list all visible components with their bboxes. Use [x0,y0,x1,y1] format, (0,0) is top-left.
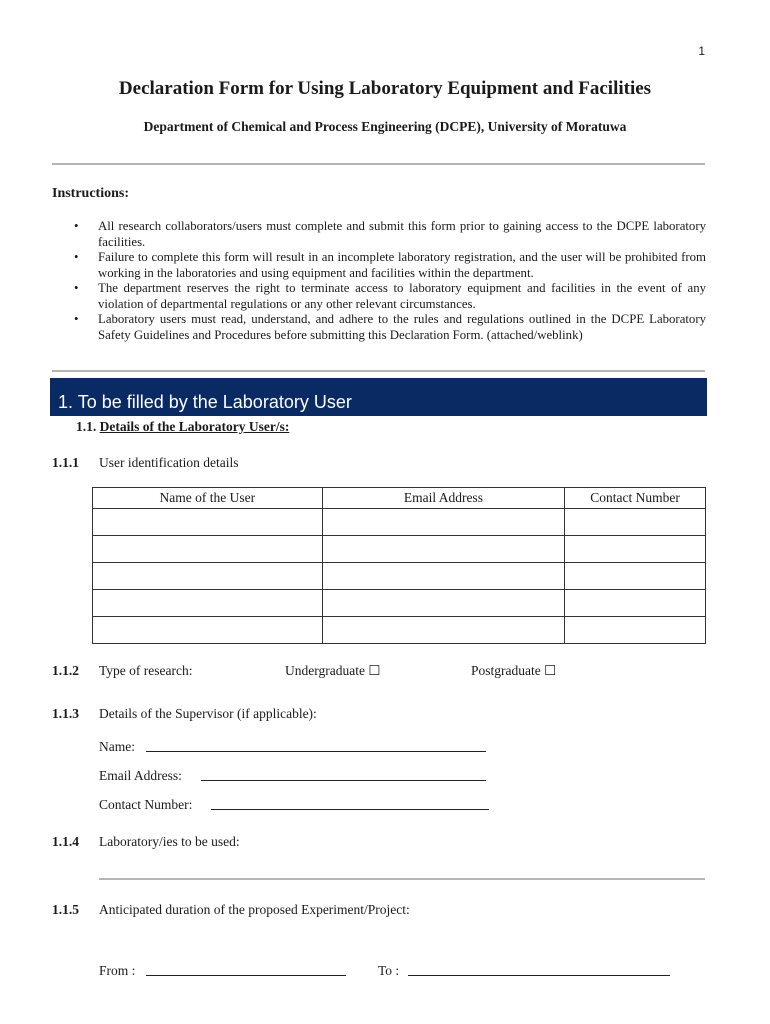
user-name-cell[interactable] [93,563,323,590]
from-date-field[interactable] [146,963,346,976]
list-item [74,281,706,312]
user-email-cell[interactable] [322,590,565,617]
instructions-heading: Instructions: [52,186,130,201]
supervisor-name-field[interactable] [146,739,486,752]
bullet-icon: • [74,281,79,295]
list-item [74,312,706,343]
table-row [93,536,706,563]
supervisor-email-field[interactable] [201,768,486,781]
form-subtitle: Department of Chemical and Process Engineering (DCPE), University of Moratuwa [143,119,627,134]
list-item [74,219,706,250]
instruction-text: The department reserves the right to terminate access to laboratory equipment and facilities in the event of any violation of departmental regulations or any other relevant circumstances. [98,281,706,311]
user-name-cell[interactable] [93,590,323,617]
divider [52,163,705,165]
column-header: Contact Number [565,488,706,509]
q115-label: Anticipated duration of the proposed Experiment/Project: [99,902,410,917]
table-row [93,617,706,644]
q114-number: 1.1.4 [52,834,79,849]
user-contact-cell[interactable] [565,617,706,644]
user-details-table [92,487,706,644]
from-label: From : [99,963,136,978]
instruction-text: Failure to complete this form will result in an incomplete laboratory registration, and the user will be prohibited from working in the laboratories and using equipment and facilities within the department. [98,250,706,280]
supervisor-email-label: Email Address: [99,768,182,783]
user-name-cell[interactable] [93,509,323,536]
instructions-list [74,219,706,343]
bullet-icon: • [74,219,79,233]
user-contact-cell[interactable] [565,590,706,617]
column-header: Email Address [322,488,565,509]
user-email-cell[interactable] [322,536,565,563]
to-date-field[interactable] [408,963,670,976]
page-number: 1 [698,44,705,58]
q111-number: 1.1.1 [52,455,79,470]
q112-label: Type of research: [99,663,193,678]
undergraduate-checkbox[interactable]: Undergraduate ☐ [285,663,381,678]
form-title: Declaration Form for Using Laboratory Equipment and Facilities [118,78,652,99]
instruction-text: Laboratory users must read, understand, and adhere to the rules and regulations outlined in the DCPE Laboratory Safety Guidelines and Procedures before submitting this Declaration Form. (attached/weblink) [98,312,706,342]
q113-number: 1.1.3 [52,706,79,721]
user-name-cell[interactable] [93,617,323,644]
section-header [50,378,707,416]
q113-label: Details of the Supervisor (if applicable): [99,706,317,721]
table-row [93,563,706,590]
q114-label: Laboratory/ies to be used: [99,834,240,849]
divider [52,370,705,372]
user-contact-cell[interactable] [565,509,706,536]
user-contact-cell[interactable] [565,563,706,590]
q112-number: 1.1.2 [52,663,79,678]
user-contact-cell[interactable] [565,536,706,563]
supervisor-name-label: Name: [99,739,135,754]
subsection-number: 1.1. [76,419,97,434]
bullet-icon: • [74,250,79,264]
list-item [74,250,706,281]
to-label: To : [378,963,400,978]
postgraduate-checkbox[interactable]: Postgraduate ☐ [471,663,557,678]
user-email-cell[interactable] [322,509,565,536]
subsection-title: Details of the Laboratory User/s: [99,419,290,434]
supervisor-contact-field[interactable] [211,797,489,810]
instruction-text: All research collaborators/users must complete and submit this form prior to gaining access to the DCPE laboratory facilities. [98,219,706,249]
bullet-icon: • [74,312,79,326]
user-name-cell[interactable] [93,536,323,563]
table-row [93,590,706,617]
laboratory-field[interactable] [99,878,705,880]
user-email-cell[interactable] [322,617,565,644]
supervisor-contact-label: Contact Number: [99,797,193,812]
q111-label: User identification details [99,455,239,470]
table-row [93,509,706,536]
column-header: Name of the User [93,488,323,509]
subsection-heading [76,419,289,435]
user-email-cell[interactable] [322,563,565,590]
table-header-row [93,488,706,509]
section-title: 1. To be filled by the Laboratory User [58,392,352,412]
q115-number: 1.1.5 [52,902,79,917]
